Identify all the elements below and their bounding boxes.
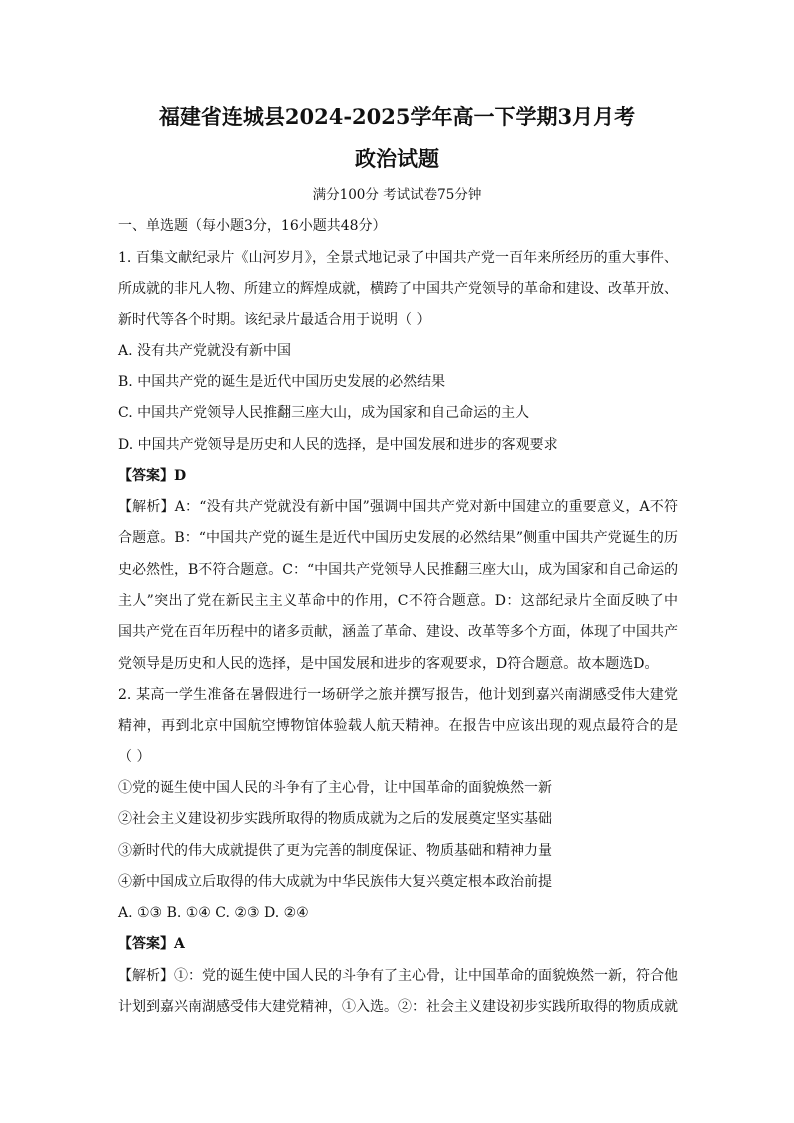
q1-stem-line-2: 所成就的非凡人物、所建立的辉煌成就，横跨了中国共产党领导的革命和建设、改革开放、	[118, 281, 678, 297]
q2-stem-line-2: 精神，再到北京中国航空博物馆体验载人航天精神。在报告中应该出现的观点最符合的是	[118, 718, 678, 734]
q1-analysis-line-6: 党领导是历史和人民的选择，是中国发展和进步的客观要求，D符合题意。故本题选D。	[118, 656, 659, 672]
q1-stem-line-3: 新时代等各个时期。该纪录片最适合用于说明（ ）	[118, 312, 431, 328]
q1-option-c: C. 中国共产党领导人民推翻三座大山，成为国家和自己命运的主人	[118, 405, 530, 421]
q2-statement-3: ③新时代的伟大成就提供了更为完善的制度保证、物质基础和精神力量	[118, 843, 552, 859]
exam-info: 满分100分 考试试卷75分钟	[312, 187, 482, 203]
q1-analysis-line-2: 合题意。B：“中国共产党的诞生是近代中国历史发展的必然结果”侧重中国共产党诞生的历	[118, 530, 678, 546]
q2-stem-line-3: （ ）	[118, 749, 151, 765]
q1-answer: 【答案】D	[118, 468, 187, 484]
section-heading: 一、单选题（每小题3分，16小题共48分）	[118, 218, 387, 234]
q2-options: A. ①③ B. ①④ C. ②③ D. ②④	[118, 905, 309, 921]
q2-analysis-line-2: 计划到嘉兴南湖感受伟大建党精神，①入选。②：社会主义建设初步实践所取得的物质成就	[118, 999, 678, 1015]
q1-analysis-line-3: 史必然性，B不符合题意。C：“中国共产党领导人民推翻三座大山，成为国家和自己命运的	[118, 562, 679, 578]
q2-statement-4: ④新中国成立后取得的伟大成就为中华民族伟大复兴奠定根本政治前提	[118, 874, 552, 890]
q1-stem-line-1: 1. 百集文献纪录片《山河岁月》，全景式地记录了中国共产党一百年来所经历的重大事件、	[118, 250, 678, 266]
page-title: 福建省连城县2024-2025学年高一下学期3月月考	[158, 104, 636, 129]
q2-statement-1: ①党的诞生使中国人民的斗争有了主心骨，让中国革命的面貌焕然一新	[118, 780, 552, 796]
q2-statement-2: ②社会主义建设初步实践所取得的物质成就为之后的发展奠定坚实基础	[118, 811, 552, 827]
q2-stem-line-1: 2. 某高一学生准备在暑假进行一场研学之旅并撰写报告，他计划到嘉兴南湖感受伟大建党	[118, 687, 678, 703]
q1-analysis-line-4: 主人”突出了党在新民主主义革命中的作用，C不符合题意。D：这部纪录片全面反映了中	[118, 593, 678, 609]
q1-analysis-line-1: 【解析】A：“没有共产党就没有新中国”强调中国共产党对新中国建立的重要意义，A不符	[118, 499, 678, 515]
q2-answer: 【答案】A	[118, 936, 185, 952]
q1-option-b: B. 中国共产党的诞生是近代中国历史发展的必然结果	[118, 374, 446, 390]
q2-analysis-line-1: 【解析】①：党的诞生使中国人民的斗争有了主心骨，让中国革命的面貌焕然一新，符合他	[118, 968, 678, 984]
q1-analysis-line-5: 国共产党在百年历程中的诸多贡献，涵盖了革命、建设、改革等多个方面，体现了中国共产	[118, 624, 678, 640]
q1-option-a: A. 没有共产党就没有新中国	[118, 343, 292, 359]
page-subtitle: 政治试题	[355, 146, 439, 171]
q1-option-d: D. 中国共产党领导是历史和人民的选择，是中国发展和进步的客观要求	[118, 437, 558, 453]
